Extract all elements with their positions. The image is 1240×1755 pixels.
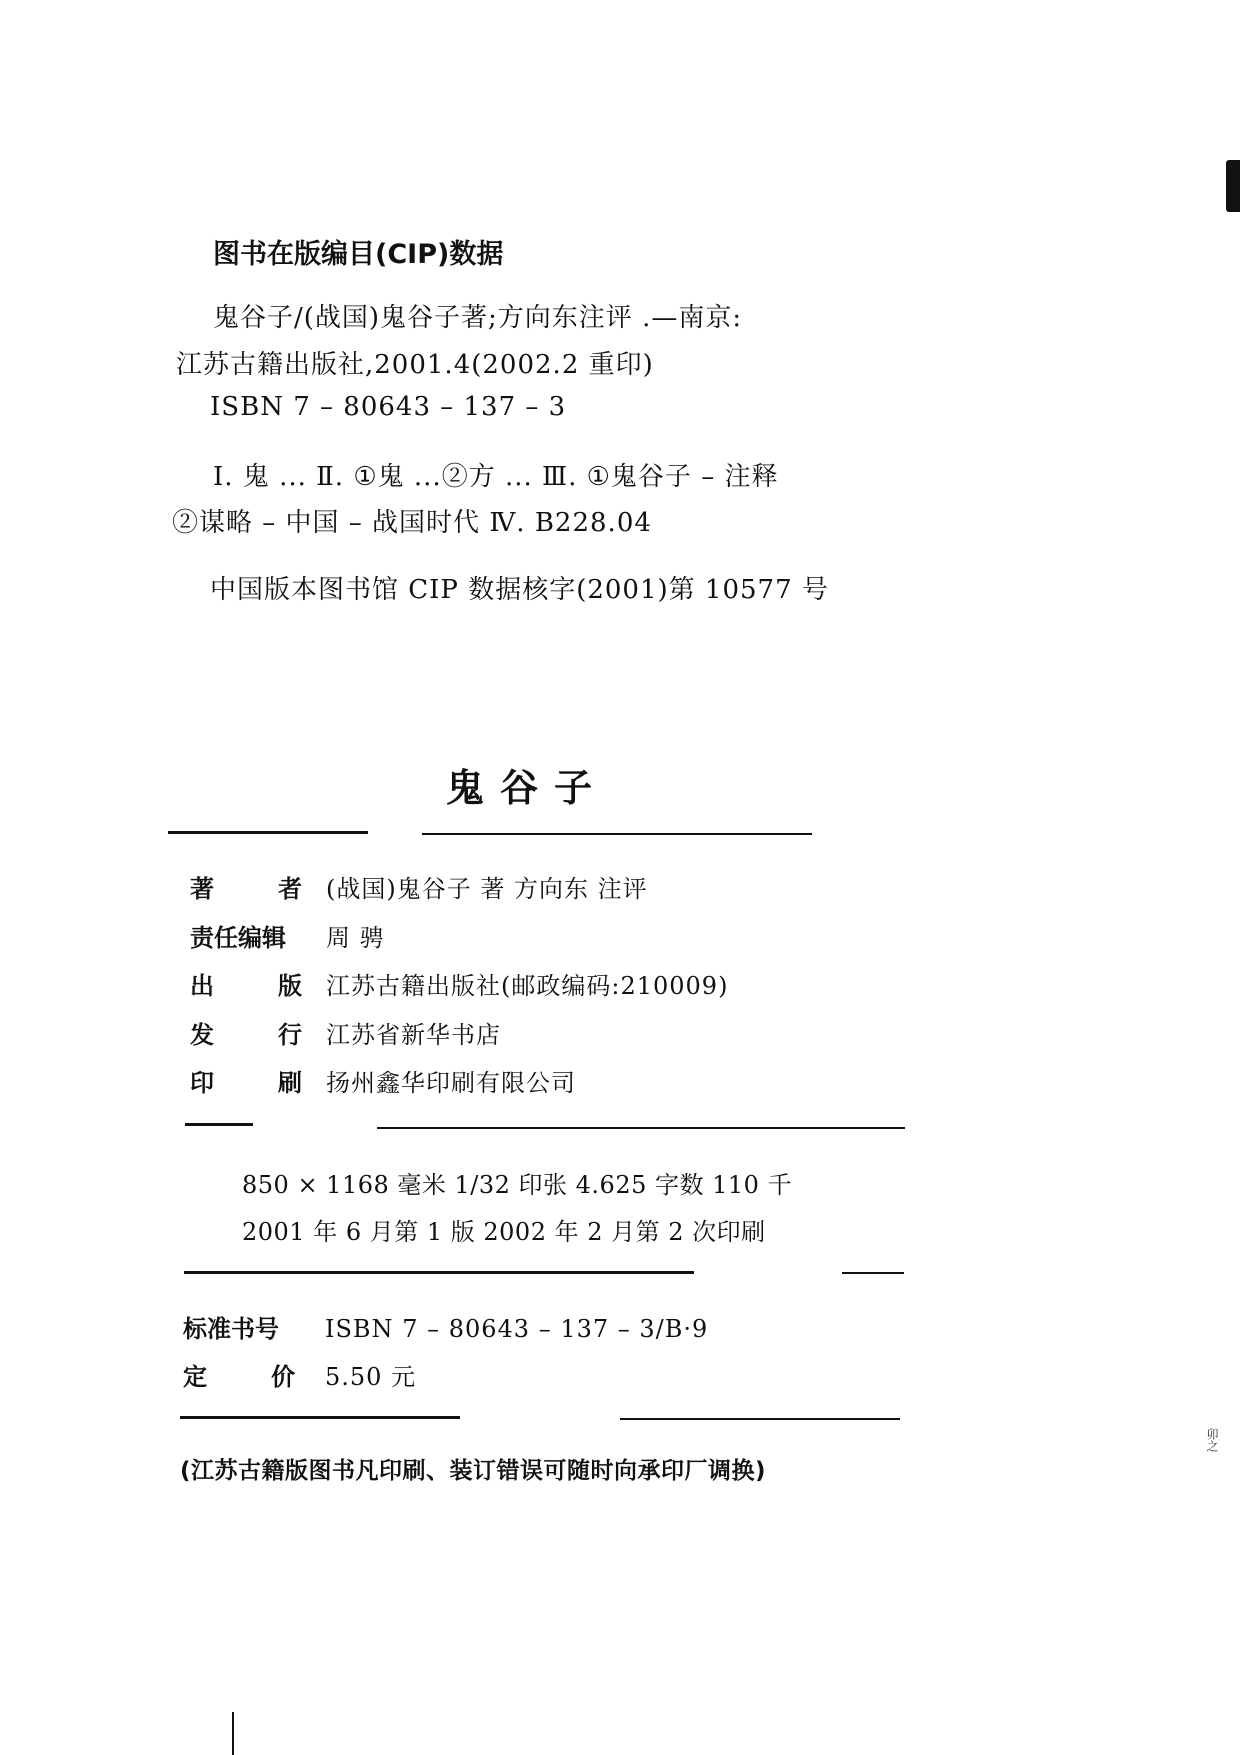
divider-rule <box>180 1416 460 1419</box>
credit-label <box>190 1063 302 1098</box>
credit-label <box>190 966 302 1001</box>
isbn-label: 标准书号 <box>183 1315 279 1343</box>
page-edge-text-mark: 卯之 <box>1205 1428 1219 1452</box>
cip-line-publisher: 江苏古籍出版社,2001.4(2002.2 重印) <box>176 350 654 380</box>
credit-label-part: 者 <box>278 875 302 903</box>
book-title: 鬼谷子 <box>446 766 609 810</box>
divider-rule <box>422 833 812 835</box>
cip-heading: 图书在版编目(CIP)数据 <box>213 239 504 270</box>
spec-edition-line: 2001 年 6 月第 1 版 2002 年 2 月第 2 次印刷 <box>242 1218 766 1246</box>
standard-isbn-row <box>183 1309 708 1344</box>
divider-rule <box>620 1418 900 1420</box>
price-label-part: 定 <box>183 1363 207 1391</box>
price-label <box>183 1357 295 1392</box>
cip-check-number: 中国版本图书馆 CIP 数据核字(2001)第 10577 号 <box>210 575 829 605</box>
credit-value: 江苏古籍出版社(邮政编码:210009) <box>326 972 729 1000</box>
credit-row-editor <box>190 918 385 953</box>
credit-label-part: 印 <box>190 1069 214 1097</box>
page-edge-tab-mark <box>1226 160 1240 212</box>
credit-row-distributor <box>190 1015 501 1050</box>
credit-label <box>190 918 302 953</box>
credit-value: 江苏省新华书店 <box>326 1021 501 1049</box>
price-row <box>183 1357 416 1392</box>
credit-label <box>190 869 302 904</box>
cip-line-title-author: 鬼谷子/(战国)鬼谷子著;方向东注评 .—南京: <box>213 303 743 333</box>
credit-label-part: 责任编辑 <box>190 924 286 952</box>
credit-label-part: 著 <box>190 875 214 903</box>
credit-label-part: 版 <box>278 972 302 1000</box>
divider-rule <box>842 1272 904 1274</box>
credit-value: 周 骋 <box>326 924 385 952</box>
cip-classification-line-2: ②谋略 – 中国 – 战国时代 Ⅳ. B228.04 <box>172 508 652 538</box>
cip-classification-line-1: Ⅰ. 鬼 ... Ⅱ. ①鬼 ...②方 ... Ⅲ. ①鬼谷子 – 注释 <box>213 462 779 492</box>
credit-value: 扬州鑫华印刷有限公司 <box>326 1069 576 1097</box>
price-value: 5.50 元 <box>325 1363 417 1391</box>
credit-label-part: 出 <box>190 972 214 1000</box>
credit-label <box>190 1015 302 1050</box>
divider-rule <box>168 831 368 834</box>
divider-rule <box>185 1123 253 1126</box>
divider-rule <box>377 1127 905 1129</box>
credit-value: (战国)鬼谷子 著 方向东 注评 <box>326 875 648 903</box>
replacement-notice: (江苏古籍版图书凡印刷、装订错误可随时向承印厂调换) <box>180 1458 767 1484</box>
credit-row-printer <box>190 1063 576 1098</box>
divider-rule <box>184 1271 694 1274</box>
isbn-value: ISBN 7 – 80643 – 137 – 3/B·9 <box>325 1315 709 1343</box>
credit-label-part: 行 <box>278 1021 302 1049</box>
credit-label-part: 刷 <box>278 1069 302 1097</box>
credit-row-author <box>190 869 648 904</box>
gutter-line <box>232 1712 234 1755</box>
spec-format-line: 850 × 1168 毫米 1/32 印张 4.625 字数 110 千 <box>242 1171 793 1199</box>
cip-isbn: ISBN 7 – 80643 – 137 – 3 <box>210 392 567 422</box>
credit-label-part: 发 <box>190 1021 214 1049</box>
price-label-part: 价 <box>271 1363 295 1391</box>
credit-row-publisher <box>190 966 728 1001</box>
